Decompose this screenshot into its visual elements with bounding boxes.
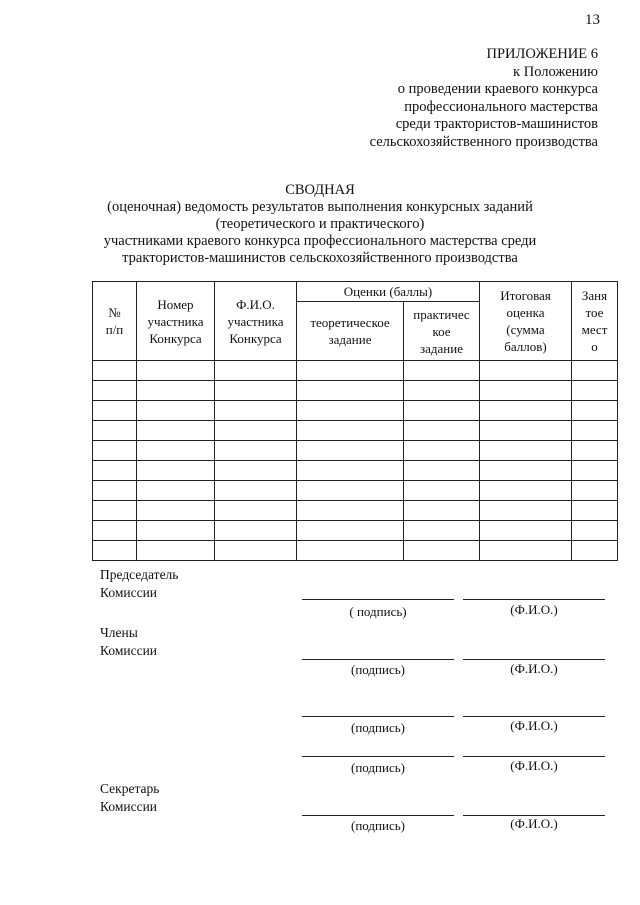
table-row xyxy=(93,381,618,401)
table-cell xyxy=(480,541,572,561)
table-cell xyxy=(137,421,215,441)
table-cell xyxy=(297,541,404,561)
table-row xyxy=(93,481,618,501)
table-cell xyxy=(93,441,137,461)
table-cell xyxy=(572,421,618,441)
results-table xyxy=(92,281,618,561)
table-cell xyxy=(93,501,137,521)
header-scores: Оценки (баллы) xyxy=(297,282,480,302)
table-row xyxy=(93,441,618,461)
table-cell xyxy=(572,381,618,401)
table-cell xyxy=(572,361,618,381)
table-cell xyxy=(480,441,572,461)
signature-caption: (подпись) xyxy=(351,662,405,677)
table-row xyxy=(93,361,618,381)
table-cell xyxy=(297,441,404,461)
header-place: Заня тое мест о xyxy=(572,282,618,361)
name-caption: (Ф.И.О.) xyxy=(510,661,558,676)
title-line: (теоретического и практического) xyxy=(215,216,425,232)
table-cell xyxy=(215,401,297,421)
table-cell xyxy=(297,381,404,401)
table-cell xyxy=(137,521,215,541)
table-cell xyxy=(93,461,137,481)
appendix-line: профессионального мастерства xyxy=(404,98,598,115)
table-cell xyxy=(215,421,297,441)
title-line: трактористов-машинистов сельскохозяйственного производства xyxy=(122,250,518,266)
appendix-line: сельскохозяйственного производства xyxy=(369,133,598,150)
table-cell xyxy=(137,481,215,501)
member1-name-line xyxy=(463,659,605,660)
table-cell xyxy=(480,361,572,381)
table-row xyxy=(93,461,618,481)
title-line: СВОДНАЯ xyxy=(285,182,355,198)
table-cell xyxy=(137,381,215,401)
table-cell xyxy=(404,541,480,561)
table-cell xyxy=(572,441,618,461)
table-row xyxy=(93,501,618,521)
member1-signature-line xyxy=(302,659,454,660)
signature-caption: (подпись) xyxy=(351,720,405,735)
table-cell xyxy=(215,461,297,481)
member2-signature-line xyxy=(302,716,454,717)
table-cell xyxy=(215,361,297,381)
table-cell xyxy=(93,541,137,561)
member3-name-line xyxy=(463,756,605,757)
table-cell xyxy=(572,501,618,521)
table-cell xyxy=(404,421,480,441)
name-caption: (Ф.И.О.) xyxy=(510,758,558,773)
appendix-line: к Положению xyxy=(513,63,598,80)
table-cell xyxy=(137,401,215,421)
table-cell xyxy=(480,481,572,501)
table-cell xyxy=(297,461,404,481)
table-cell xyxy=(480,401,572,421)
table-cell xyxy=(404,461,480,481)
table-cell xyxy=(93,521,137,541)
table-cell xyxy=(297,501,404,521)
table-cell xyxy=(93,481,137,501)
title-line: (оценочная) ведомость результатов выполнения конкурсных заданий xyxy=(107,199,533,215)
header-participant-number: Номер участника Конкурса xyxy=(137,282,215,361)
table-cell xyxy=(480,521,572,541)
document-title xyxy=(0,182,640,267)
member2-name-line xyxy=(463,716,605,717)
page-number: 13 xyxy=(585,12,600,28)
table-cell xyxy=(215,541,297,561)
table-cell xyxy=(404,481,480,501)
table-cell xyxy=(297,481,404,501)
table-cell xyxy=(480,421,572,441)
header-num: № п/п xyxy=(93,282,137,361)
appendix-line: среди трактористов-машинистов xyxy=(395,116,598,133)
member3-signature-line xyxy=(302,756,454,757)
table-row xyxy=(93,401,618,421)
table-cell xyxy=(137,461,215,481)
table-cell xyxy=(297,521,404,541)
table-cell xyxy=(93,381,137,401)
chairman-name-line xyxy=(463,599,605,600)
table-cell xyxy=(404,361,480,381)
name-caption: (Ф.И.О.) xyxy=(510,602,558,617)
table-cell xyxy=(404,501,480,521)
header-name: Ф.И.О. участника Конкурса xyxy=(215,282,297,361)
secretary-label: Секретарь Комиссии xyxy=(100,781,160,814)
table-cell xyxy=(137,361,215,381)
signature-caption: ( подпись) xyxy=(349,604,407,619)
table-cell xyxy=(404,381,480,401)
table-cell xyxy=(572,461,618,481)
table-cell xyxy=(480,501,572,521)
header-theory: теоретическое задание xyxy=(297,302,404,361)
table-cell xyxy=(215,501,297,521)
table-cell xyxy=(137,441,215,461)
table-cell xyxy=(215,481,297,501)
table-cell xyxy=(480,461,572,481)
table-cell xyxy=(404,401,480,421)
header-practice: практичес кое задание xyxy=(404,302,480,361)
table-cell xyxy=(480,381,572,401)
signature-caption: (подпись) xyxy=(351,760,405,775)
secretary-signature-line xyxy=(302,815,454,816)
title-line: участниками краевого конкурса профессионального мастерства среди xyxy=(103,233,537,249)
table-cell xyxy=(572,521,618,541)
table-cell xyxy=(93,421,137,441)
chairman-label: Председатель Комиссии xyxy=(100,567,179,600)
table-cell xyxy=(572,481,618,501)
signature-caption: (подпись) xyxy=(351,818,405,833)
table-cell xyxy=(297,361,404,381)
chairman-signature-line xyxy=(302,599,454,600)
name-caption: (Ф.И.О.) xyxy=(510,816,558,831)
table-cell xyxy=(404,521,480,541)
table-cell xyxy=(137,501,215,521)
table-row xyxy=(93,521,618,541)
table-body xyxy=(93,361,618,561)
table-cell xyxy=(572,401,618,421)
appendix-line: ПРИЛОЖЕНИЕ 6 xyxy=(486,46,598,62)
appendix-line: о проведении краевого конкурса xyxy=(397,81,598,98)
table-cell xyxy=(215,521,297,541)
table-cell xyxy=(93,401,137,421)
table-cell xyxy=(404,441,480,461)
appendix-header xyxy=(278,46,598,152)
table-cell xyxy=(215,441,297,461)
table-cell xyxy=(297,421,404,441)
table-cell xyxy=(297,401,404,421)
table-row xyxy=(93,541,618,561)
header-total: Итоговая оценка (сумма баллов) xyxy=(480,282,572,361)
table-cell xyxy=(215,381,297,401)
members-label: Члены Комиссии xyxy=(100,625,158,658)
name-caption: (Ф.И.О.) xyxy=(510,718,558,733)
table-cell xyxy=(572,541,618,561)
table-row xyxy=(93,421,618,441)
table-cell xyxy=(93,361,137,381)
table-cell xyxy=(137,541,215,561)
